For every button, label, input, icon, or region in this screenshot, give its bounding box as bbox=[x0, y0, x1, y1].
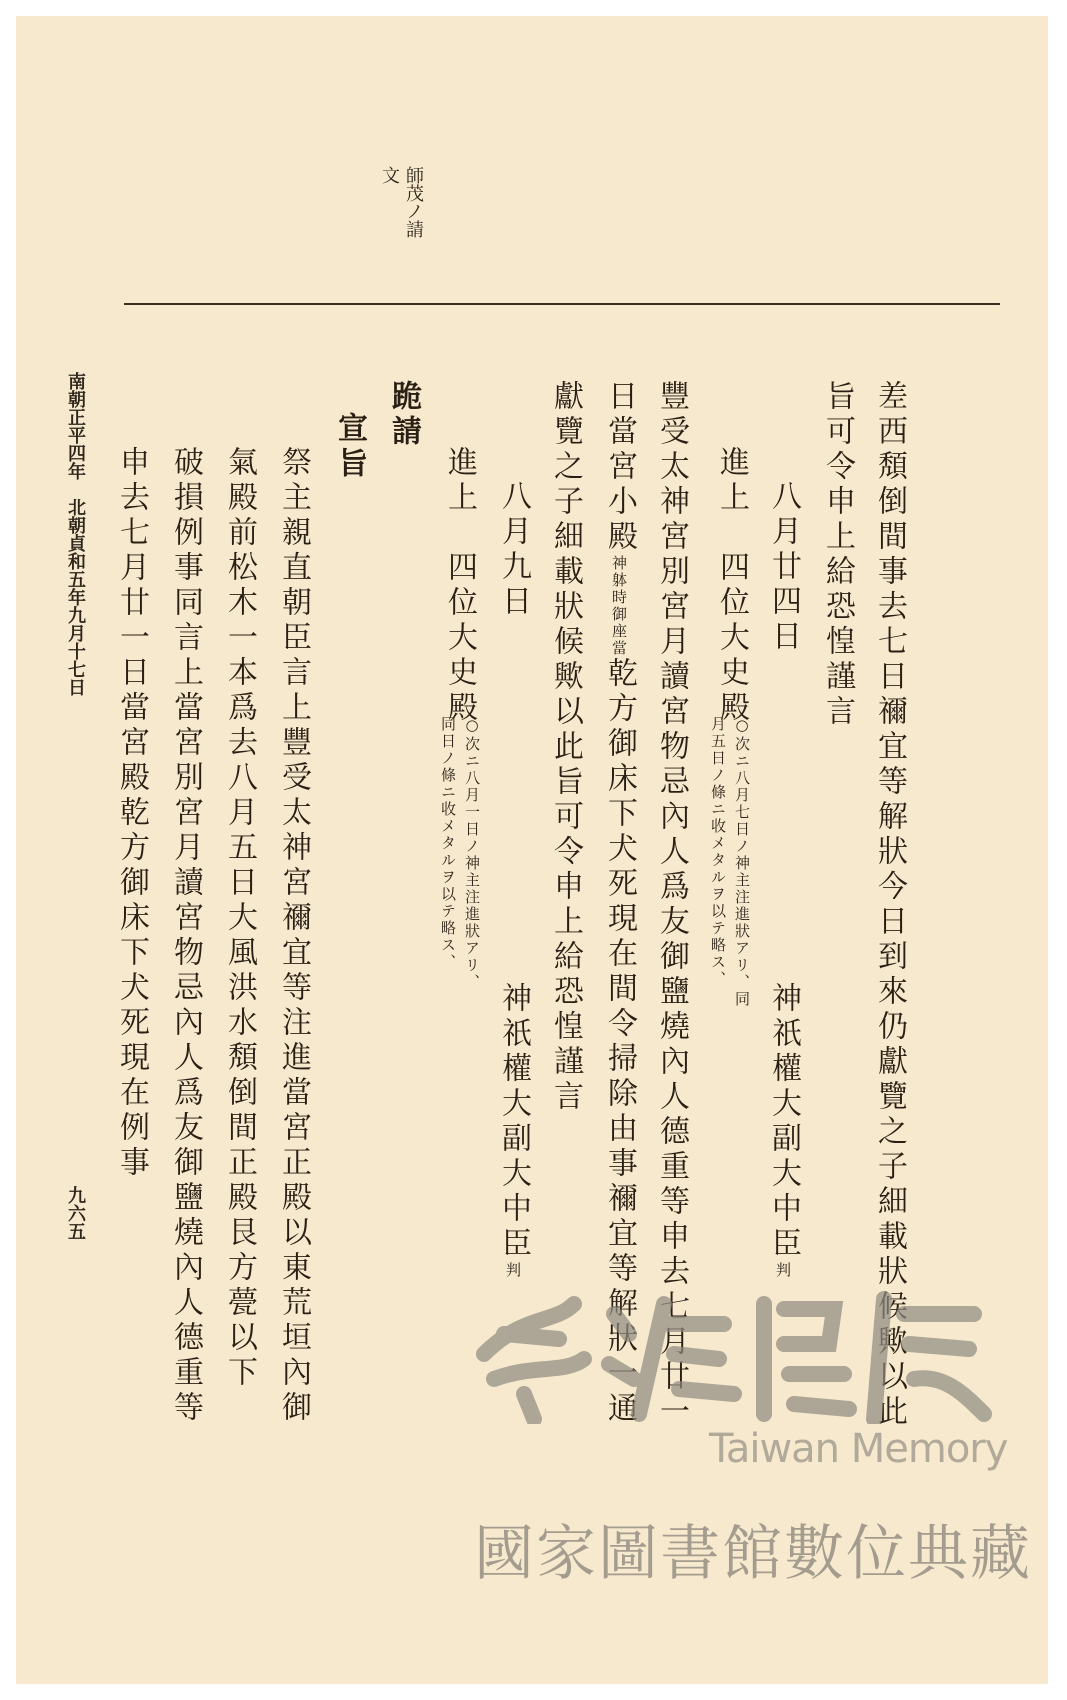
running-head-line2: 文 bbox=[379, 166, 400, 184]
text-column-15: 申去七月廿一日當宮殿乾方御床下犬死現在例事 bbox=[114, 446, 149, 1181]
text-column-13: 氣殿前松木一本爲去八月五日大風洪水頽倒間正殿艮方甍以下 bbox=[222, 446, 257, 1391]
date-column-1: 八月廿四日 bbox=[766, 480, 801, 655]
editorial-note-1a: ○次ニ八月七日ノ神主注進狀アリ、同 bbox=[733, 716, 751, 1008]
inline-note-6c: 當 bbox=[610, 640, 628, 657]
date-column-2: 八月九日 bbox=[496, 480, 531, 620]
header-rule bbox=[124, 303, 1000, 305]
addressee-1: 進上 四位大史殿 bbox=[714, 446, 749, 726]
signature-1-name: 神祇權大副大中臣 bbox=[766, 982, 801, 1262]
signature-1-mark: 判 bbox=[774, 1262, 792, 1279]
editorial-note-2a: ○次ニ八月一日ノ神主注進狀アリ、 bbox=[463, 716, 481, 991]
signature-1 bbox=[766, 982, 801, 1279]
section-heading-kneel-request: 跪請 bbox=[386, 380, 421, 450]
section-heading-imperial-order: 宣旨 bbox=[332, 412, 367, 482]
editorial-note-2b: 同日ノ條ニ收メタルヲ以テ略ス、 bbox=[439, 716, 457, 971]
watermark-english: Taiwan Memory bbox=[709, 1426, 1008, 1472]
text-column-7: 獻覽之子細載狀候歟以此旨可令申上給恐惶謹言 bbox=[548, 380, 583, 1115]
text-column-6-b: 乾方御床下犬死現在間令掃除由事禰宜等解狀一通 bbox=[602, 657, 637, 1427]
signature-2 bbox=[496, 982, 531, 1279]
footer-era-date: 南朝正平四年 北朝貞和五年九月十七日 bbox=[65, 372, 86, 696]
taiwan-memory-logo bbox=[464, 1284, 994, 1424]
page-number: 九六五 bbox=[65, 1186, 86, 1240]
watermark-institution: 國家圖書館數位典藏 bbox=[474, 1519, 1032, 1589]
text-column-12: 祭主親直朝臣言上豐受太神宮禰宜等注進當宮正殿以東荒垣內御 bbox=[276, 446, 311, 1426]
inline-note-6b: 時御座 bbox=[610, 589, 628, 640]
signature-2-name: 神祇權大副大中臣 bbox=[496, 982, 531, 1262]
signature-2-mark: 判 bbox=[504, 1262, 522, 1279]
running-head-2 bbox=[380, 166, 398, 184]
text-column-5: 豐受太神宮別宮月讀宮物忌內人爲友御鹽燒內人德重等申去七月廿一 bbox=[654, 380, 689, 1430]
text-column-6 bbox=[602, 380, 637, 1427]
running-head-line1: 師茂ノ請 bbox=[403, 166, 424, 238]
editorial-note-1b: 月五日ノ條ニ收メタルヲ以テ略ス、 bbox=[709, 716, 727, 988]
running-head bbox=[404, 166, 422, 238]
text-column-1: 差西頽倒間事去七日禰宜等解狀今日到來仍獻覽之子細載狀候歟以此 bbox=[872, 380, 907, 1430]
addressee-2: 進上 四位大史殿 bbox=[442, 446, 477, 726]
text-column-2: 旨可令申上給恐惶謹言 bbox=[820, 380, 855, 730]
book-page bbox=[16, 16, 1048, 1684]
text-column-14: 破損例事同言上當宮別宮月讀宮物忌內人爲友御鹽燒內人德重等 bbox=[168, 446, 203, 1426]
inline-note-6a: 神躰 bbox=[610, 555, 628, 589]
text-column-6-a: 日當宮小殿 bbox=[602, 380, 637, 555]
